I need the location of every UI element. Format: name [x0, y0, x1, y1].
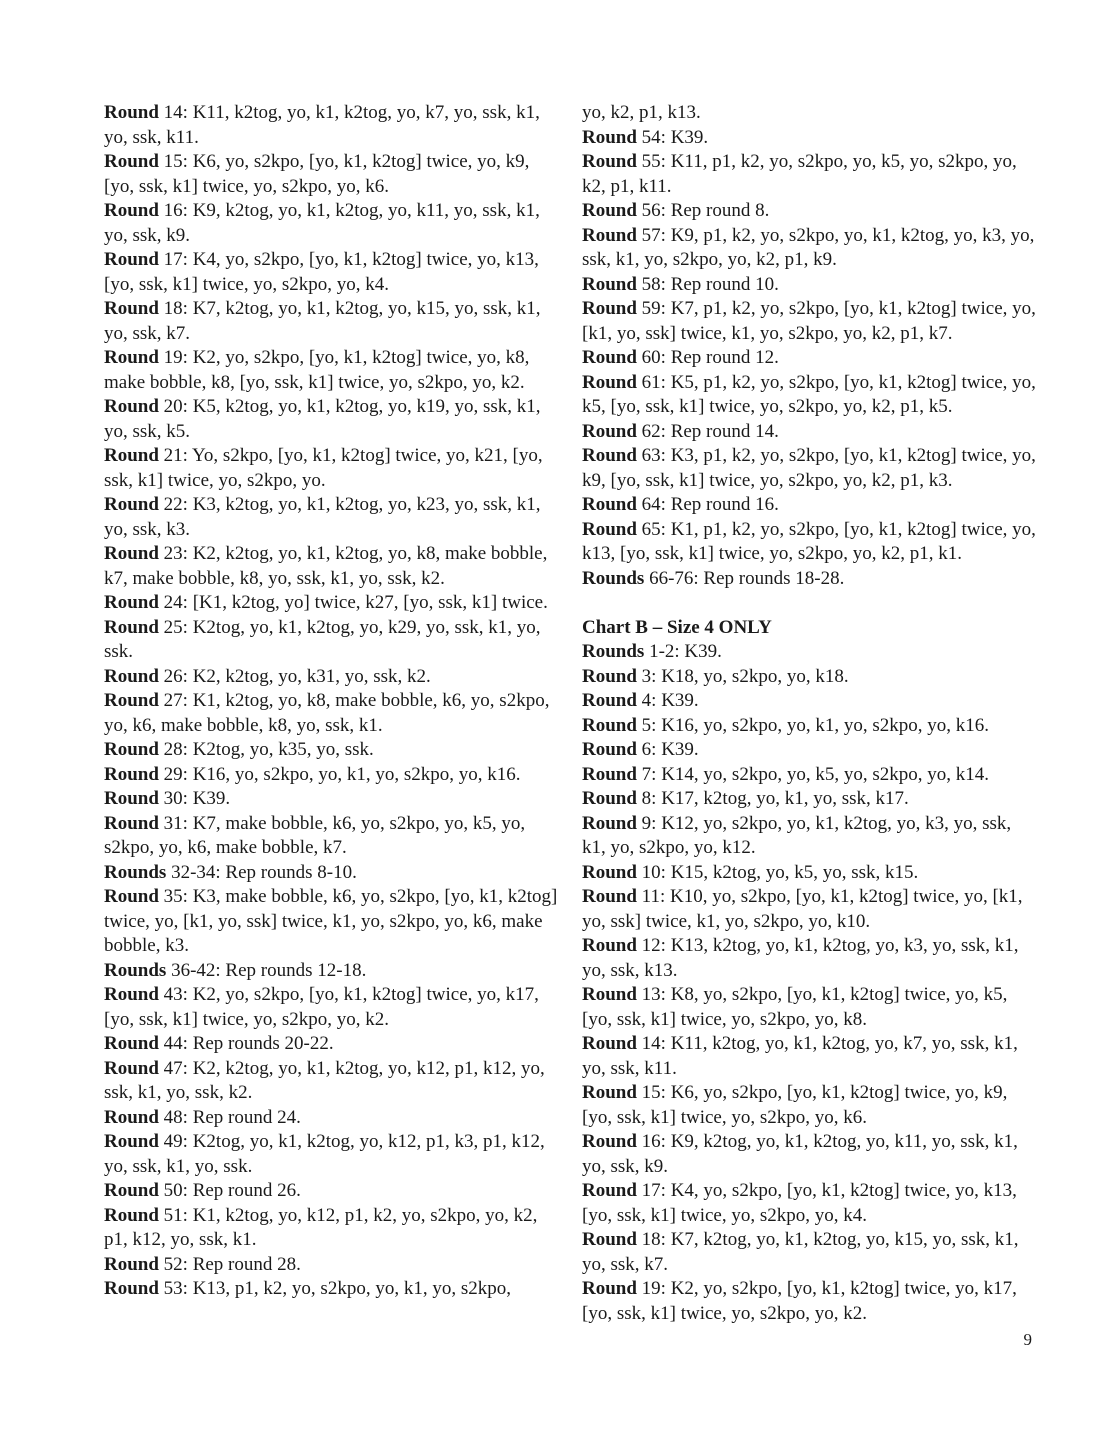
round-instruction: yo, k2, p1, k13. — [582, 102, 701, 123]
round-instruction: 12: K13, k2tog, yo, k1, k2tog, yo, k3, yo, ssk, k1, yo, ssk, k13. — [582, 935, 1019, 981]
round-label: Round — [582, 518, 637, 540]
round-instruction: 35: K3, make bobble, k6, yo, s2kpo, [yo, k1, k2tog] twice, yo, [k1, yo, ssk] twice, k1, yo, s2kpo, yo, k6, make bobble, k3. — [104, 886, 558, 956]
instruction-row — [104, 763, 559, 788]
instruction-row — [582, 346, 1038, 371]
round-instruction: 66-76: Rep rounds 18-28. — [644, 567, 845, 589]
round-label: Round — [582, 445, 637, 466]
round-instruction: 63: K3, p1, k2, yo, s2kpo, [yo, k1, k2tog] twice, yo, k9, [yo, ssk, k1] twice, yo, s2kpo, yo, k2, p1, k3. — [582, 445, 1036, 491]
right-column — [582, 101, 1038, 1326]
round-label: Round — [582, 151, 637, 172]
instruction-row — [582, 444, 1038, 493]
round-instruction: 43: K2, yo, s2kpo, [yo, k1, k2tog] twice, yo, k17, [yo, ssk, k1] twice, yo, s2kpo, yo, k2. — [104, 984, 539, 1030]
round-label: Round — [582, 984, 637, 1005]
instruction-row — [104, 812, 559, 861]
instruction-row — [104, 1179, 559, 1204]
round-label: Round — [582, 1229, 637, 1250]
round-label: Round — [104, 763, 159, 785]
round-instruction: 17: K4, yo, s2kpo, [yo, k1, k2tog] twice, yo, k13, [yo, ssk, k1] twice, yo, s2kpo, yo, k4. — [582, 1180, 1017, 1226]
round-label: Round — [104, 886, 159, 907]
round-label: Round — [582, 886, 637, 907]
round-label: Round — [582, 739, 637, 760]
round-instruction: 54: K39. — [636, 126, 709, 148]
round-label: Round — [104, 1180, 159, 1201]
round-instruction: 9: K12, yo, s2kpo, yo, k1, k2tog, yo, k3, yo, ssk, k1, yo, s2kpo, yo, k12. — [582, 812, 1012, 858]
round-label: Rounds — [104, 861, 167, 883]
instruction-row — [582, 1081, 1038, 1130]
round-instruction: 65: K1, p1, k2, yo, s2kpo, [yo, k1, k2tog] twice, yo, k13, [yo, ssk, k1] twice, yo, s2kpo, yo, k2, p1, k1. — [582, 518, 1036, 564]
round-instruction: 59: K7, p1, k2, yo, s2kpo, [yo, k1, k2tog] twice, yo, [k1, yo, ssk] twice, k1, yo, s2kpo, yo, k2, p1, k7. — [582, 298, 1036, 344]
instruction-row — [582, 1130, 1038, 1179]
round-instruction: 47: K2, k2tog, yo, k1, k2tog, yo, k12, p1, k12, yo, ssk, k1, yo, ssk, k2. — [104, 1057, 545, 1103]
round-label: Round — [104, 739, 159, 760]
round-label: Round — [104, 200, 159, 221]
instruction-row — [104, 591, 559, 616]
round-instruction: 5: K16, yo, s2kpo, yo, k1, yo, s2kpo, yo, k16. — [636, 714, 989, 736]
round-label: Round — [582, 347, 637, 368]
round-label: Round — [104, 249, 159, 270]
round-instruction: 19: K2, yo, s2kpo, [yo, k1, k2tog] twice, yo, k8, make bobble, k8, [yo, ssk, k1] twice, yo, s2kpo, yo, k2. — [104, 347, 530, 393]
instruction-row — [104, 101, 559, 150]
round-label: Round — [582, 1131, 637, 1152]
round-instruction: 14: K11, k2tog, yo, k1, k2tog, yo, k7, yo, ssk, k1, yo, ssk, k11. — [582, 1033, 1018, 1079]
instruction-row — [582, 885, 1038, 934]
round-label: Rounds — [582, 567, 645, 589]
instruction-row — [582, 1032, 1038, 1081]
round-instruction: 16: K9, k2tog, yo, k1, k2tog, yo, k11, yo, ssk, k1, yo, ssk, k9. — [582, 1131, 1018, 1177]
round-label: Round — [582, 126, 637, 148]
instruction-row — [582, 983, 1038, 1032]
round-instruction: 31: K7, make bobble, k6, yo, s2kpo, yo, k5, yo, s2kpo, yo, k6, make bobble, k7. — [104, 812, 526, 858]
round-instruction: 29: K16, yo, s2kpo, yo, k1, yo, s2kpo, yo, k16. — [158, 763, 521, 785]
round-label: Round — [582, 224, 637, 246]
round-label: Round — [582, 1180, 637, 1201]
round-label: Round — [104, 543, 159, 564]
instruction-row — [104, 1057, 559, 1106]
round-instruction: 18: K7, k2tog, yo, k1, k2tog, yo, k15, yo, ssk, k1, yo, ssk, k7. — [104, 298, 541, 344]
instruction-row — [582, 567, 1038, 592]
round-instruction: 60: Rep round 12. — [636, 347, 779, 368]
round-instruction: 1-2: K39. — [644, 641, 722, 662]
round-instruction: 14: K11, k2tog, yo, k1, k2tog, yo, k7, yo, ssk, k1, yo, ssk, k11. — [104, 102, 540, 148]
round-label: Round — [582, 763, 637, 785]
round-instruction: 15: K6, yo, s2kpo, [yo, k1, k2tog] twice, yo, k9, [yo, ssk, k1] twice, yo, s2kpo, yo, k6. — [104, 151, 530, 197]
round-label: Round — [104, 347, 159, 368]
round-instruction: 7: K14, yo, s2kpo, yo, k5, yo, s2kpo, yo, k14. — [636, 763, 989, 785]
round-instruction: 61: K5, p1, k2, yo, s2kpo, [yo, k1, k2tog] twice, yo, k5, [yo, ssk, k1] twice, yo, s2kpo, yo, k2, p1, k5. — [582, 371, 1036, 417]
round-label: Round — [104, 102, 159, 123]
round-label: Round — [104, 1204, 159, 1226]
instruction-row — [582, 689, 1038, 714]
round-label: Rounds — [582, 641, 645, 662]
round-instruction: 25: K2tog, yo, k1, k2tog, yo, k29, yo, ssk, k1, yo, ssk. — [104, 616, 541, 662]
round-label: Round — [104, 1253, 159, 1275]
instruction-row — [104, 199, 559, 248]
instruction-row — [582, 126, 1038, 151]
round-label: Round — [582, 714, 637, 736]
instruction-row — [582, 812, 1038, 861]
round-instruction: 23: K2, k2tog, yo, k1, k2tog, yo, k8, make bobble, k7, make bobble, k8, yo, ssk, k1, yo, ssk, k2. — [104, 543, 548, 589]
page-number: 9 — [1023, 1330, 1032, 1349]
round-instruction: 57: K9, p1, k2, yo, s2kpo, yo, k1, k2tog, yo, k3, yo, ssk, k1, yo, s2kpo, yo, k2, p1, k9. — [582, 224, 1035, 270]
instruction-row — [582, 493, 1038, 518]
instruction-row — [104, 689, 559, 738]
round-label: Round — [104, 1106, 159, 1128]
round-instruction: 49: K2tog, yo, k1, k2tog, yo, k12, p1, k3, p1, k12, yo, ssk, k1, yo, ssk. — [104, 1131, 545, 1177]
instruction-row — [104, 861, 559, 886]
round-instruction: 27: K1, k2tog, yo, k8, make bobble, k6, yo, s2kpo, yo, k6, make bobble, k8, yo, ssk, k1. — [104, 690, 550, 736]
round-instruction: 17: K4, yo, s2kpo, [yo, k1, k2tog] twice, yo, k13, [yo, ssk, k1] twice, yo, s2kpo, yo, k4. — [104, 249, 539, 295]
round-label: Round — [104, 445, 159, 466]
round-instruction: 15: K6, yo, s2kpo, [yo, k1, k2tog] twice, yo, k9, [yo, ssk, k1] twice, yo, s2kpo, yo, k6. — [582, 1082, 1008, 1128]
left-column — [104, 101, 559, 1302]
round-label: Round — [582, 494, 637, 515]
round-instruction: 58: Rep round 10. — [636, 273, 779, 295]
instruction-row — [582, 224, 1038, 273]
round-instruction: 26: K2, k2tog, yo, k31, yo, ssk, k2. — [158, 665, 431, 687]
round-label: Round — [582, 812, 637, 834]
round-instruction: 50: Rep round 26. — [158, 1180, 301, 1201]
round-label: Round — [582, 935, 637, 956]
instruction-row — [582, 640, 1038, 665]
round-label: Round — [104, 690, 159, 711]
round-instruction: 36-42: Rep rounds 12-18. — [166, 959, 367, 981]
instruction-row — [104, 1032, 559, 1057]
instruction-row — [582, 199, 1038, 224]
round-label: Round — [104, 592, 159, 613]
instruction-row — [582, 665, 1038, 690]
round-label: Rounds — [104, 959, 167, 981]
round-instruction: 10: K15, k2tog, yo, k5, yo, ssk, k15. — [636, 861, 919, 883]
round-label: Round — [582, 420, 637, 442]
instruction-row — [582, 738, 1038, 763]
round-label: Round — [104, 812, 159, 834]
instruction-row — [104, 248, 559, 297]
round-label: Round — [104, 1057, 159, 1079]
round-instruction: 28: K2tog, yo, k35, yo, ssk. — [158, 739, 374, 760]
round-instruction: 30: K39. — [158, 788, 231, 809]
round-label: Round — [582, 298, 637, 319]
instruction-row — [582, 101, 1038, 126]
round-instruction: 18: K7, k2tog, yo, k1, k2tog, yo, k15, yo, ssk, k1, yo, ssk, k7. — [582, 1229, 1019, 1275]
instruction-row — [104, 885, 559, 959]
instruction-row — [104, 959, 559, 984]
round-label: Round — [582, 690, 637, 711]
round-label: Round — [104, 1033, 159, 1054]
instruction-row — [104, 616, 559, 665]
instruction-row — [104, 983, 559, 1032]
round-instruction: 44: Rep rounds 20-22. — [158, 1033, 334, 1054]
instruction-row — [104, 665, 559, 690]
round-label: Round — [582, 371, 637, 393]
round-instruction: 56: Rep round 8. — [636, 200, 770, 221]
round-instruction: 20: K5, k2tog, yo, k1, k2tog, yo, k19, yo, ssk, k1, yo, ssk, k5. — [104, 396, 541, 442]
instruction-row — [582, 297, 1038, 346]
round-label: Round — [104, 788, 159, 809]
round-instruction: 48: Rep round 24. — [158, 1106, 301, 1128]
round-instruction: 64: Rep round 16. — [636, 494, 779, 515]
round-instruction: 6: K39. — [636, 739, 699, 760]
instruction-row — [582, 714, 1038, 739]
instruction-row — [582, 273, 1038, 298]
instruction-row — [104, 738, 559, 763]
instruction-row — [582, 150, 1038, 199]
round-instruction: 51: K1, k2tog, yo, k12, p1, k2, yo, s2kpo, yo, k2, p1, k12, yo, ssk, k1. — [104, 1204, 538, 1250]
round-label: Round — [104, 1278, 159, 1299]
instruction-row — [104, 1106, 559, 1131]
round-instruction: 32-34: Rep rounds 8-10. — [166, 861, 357, 883]
round-instruction: 4: K39. — [636, 690, 699, 711]
instruction-row — [104, 150, 559, 199]
instruction-row — [582, 420, 1038, 445]
round-label: Round — [104, 616, 159, 638]
round-label: Round — [582, 1278, 637, 1299]
instruction-row — [582, 371, 1038, 420]
instruction-row — [104, 493, 559, 542]
instruction-row — [104, 787, 559, 812]
round-instruction: 3: K18, yo, s2kpo, yo, k18. — [636, 665, 849, 687]
instruction-row — [582, 861, 1038, 886]
round-label: Round — [104, 396, 159, 417]
instruction-row — [104, 1253, 559, 1278]
round-label: Round — [582, 273, 637, 295]
instruction-row — [104, 395, 559, 444]
instruction-row — [582, 1277, 1038, 1326]
round-label: Round — [582, 1033, 637, 1054]
round-instruction: 11: K10, yo, s2kpo, [yo, k1, k2tog] twice, yo, [k1, yo, ssk] twice, k1, yo, s2kpo, yo, k10. — [582, 886, 1023, 932]
round-instruction: 13: K8, yo, s2kpo, [yo, k1, k2tog] twice, yo, k5, [yo, ssk, k1] twice, yo, s2kpo, yo, k8. — [582, 984, 1008, 1030]
instruction-row — [582, 934, 1038, 983]
instruction-row — [582, 1228, 1038, 1277]
instruction-row — [582, 1179, 1038, 1228]
round-instruction: 24: [K1, k2tog, yo] twice, k27, [yo, ssk, k1] twice. — [158, 592, 548, 613]
round-instruction: 55: K11, p1, k2, yo, s2kpo, yo, k5, yo, s2kpo, yo, k2, p1, k11. — [582, 151, 1017, 197]
chart-b-instructions — [582, 640, 1038, 1326]
instruction-row — [582, 518, 1038, 567]
instruction-row — [582, 787, 1038, 812]
round-label: Round — [582, 1082, 637, 1103]
instruction-row — [104, 346, 559, 395]
round-label: Round — [104, 984, 159, 1005]
instruction-row — [104, 1130, 559, 1179]
instruction-row — [104, 1204, 559, 1253]
round-label: Round — [104, 298, 159, 319]
instruction-row — [104, 297, 559, 346]
chart-a-continued — [582, 101, 1038, 591]
round-label: Round — [104, 494, 159, 515]
round-label: Round — [104, 1131, 159, 1152]
round-label: Round — [104, 665, 159, 687]
instruction-row — [104, 1277, 559, 1302]
round-label: Round — [582, 861, 637, 883]
round-instruction: 22: K3, k2tog, yo, k1, k2tog, yo, k23, yo, ssk, k1, yo, ssk, k3. — [104, 494, 541, 540]
round-label: Round — [582, 200, 637, 221]
instruction-row — [104, 542, 559, 591]
round-instruction: 19: K2, yo, s2kpo, [yo, k1, k2tog] twice, yo, k17, [yo, ssk, k1] twice, yo, s2kpo, yo, k2. — [582, 1278, 1017, 1324]
round-instruction: 53: K13, p1, k2, yo, s2kpo, yo, k1, yo, s2kpo, — [158, 1278, 511, 1299]
round-instruction: 21: Yo, s2kpo, [yo, k1, k2tog] twice, yo, k21, [yo, ssk, k1] twice, yo, s2kpo, yo. — [104, 445, 543, 491]
round-instruction: 8: K17, k2tog, yo, k1, yo, ssk, k17. — [636, 788, 909, 809]
instruction-row — [582, 763, 1038, 788]
round-label: Round — [104, 151, 159, 172]
round-instruction: 62: Rep round 14. — [636, 420, 779, 442]
round-instruction: 16: K9, k2tog, yo, k1, k2tog, yo, k11, yo, ssk, k1, yo, ssk, k9. — [104, 200, 540, 246]
instruction-row — [104, 444, 559, 493]
chart-b-heading: Chart B – Size 4 ONLY — [582, 616, 772, 638]
round-label: Round — [582, 788, 637, 809]
round-label: Round — [582, 665, 637, 687]
round-instruction: 52: Rep round 28. — [158, 1253, 301, 1275]
